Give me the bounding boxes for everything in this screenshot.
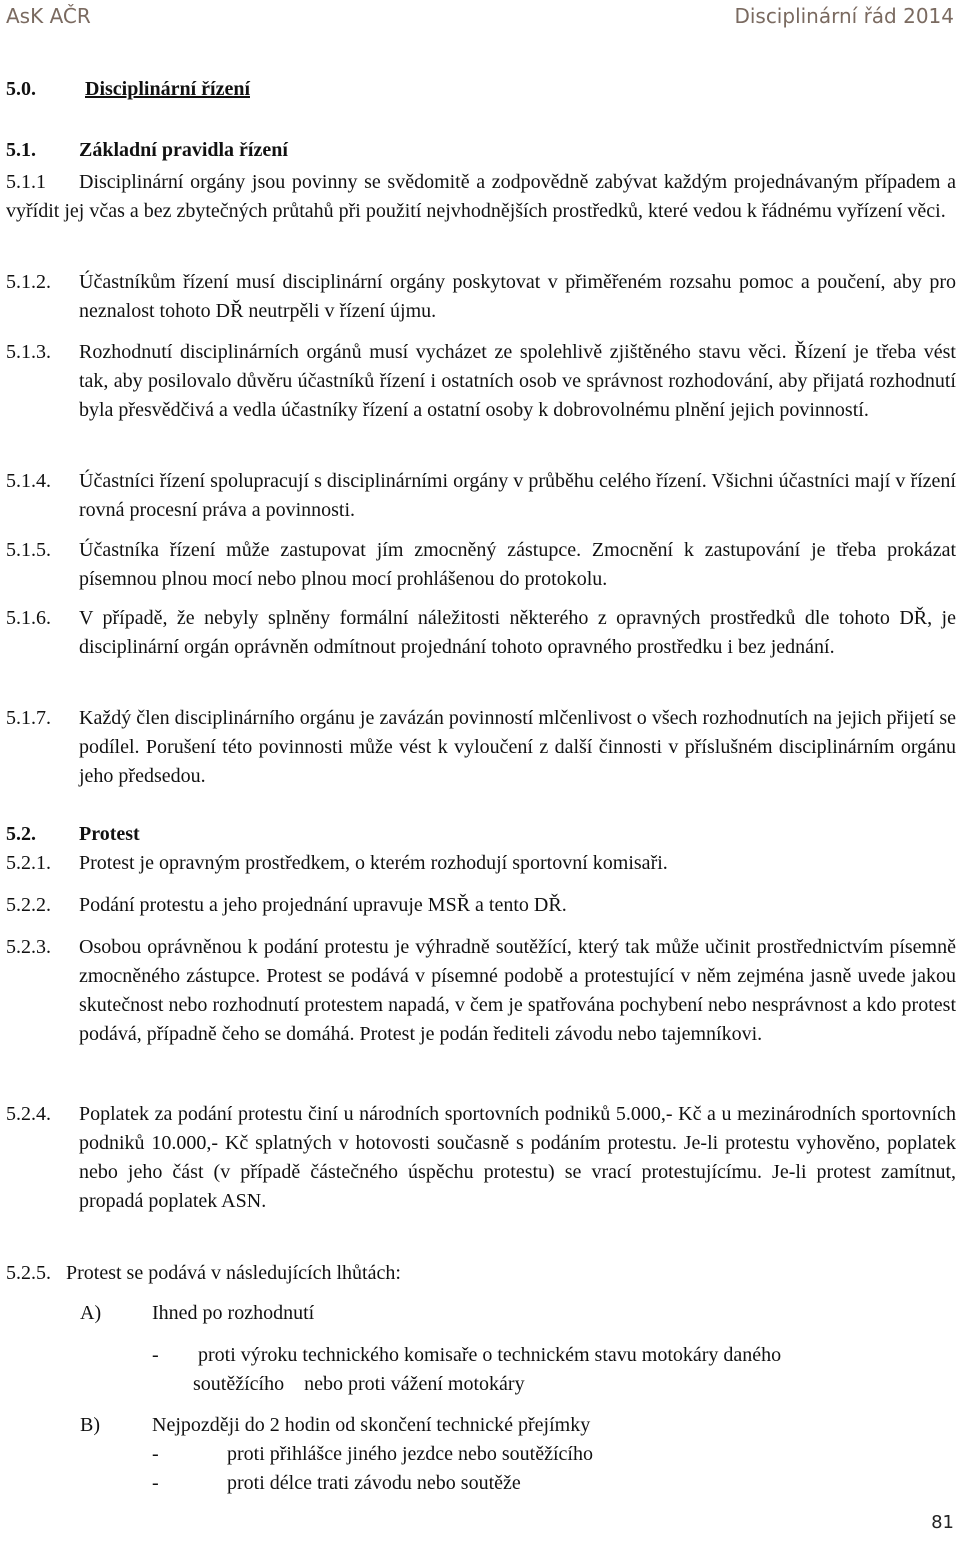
paragraph-5-2-3 [6,933,956,1083]
deadline-a-item-line1: proti výroku technického komisaře o technickém stavu motokáry daného [198,1344,782,1366]
deadline-b-item-2: proti délce trati závodu nebo soutěže [227,1472,521,1494]
subsection-number: 5.2. [6,823,36,845]
deadline-b-title: Nejpozději do 2 hodin od skončení technické přejímky [152,1414,591,1436]
deadline-a-item-line2: soutěžícího nebo proti vážení motokáry [193,1373,525,1395]
section-heading [6,75,956,105]
paragraph-text: Disciplinární orgány jsou povinny se svědomitě a zodpovědně zabývat každým projednávaným případem a vyřídit jej včas a bez zbytečných průtahů při použití nejvhodnějších prostředků, které vedou k řádnému vyřízení věci. [6,171,956,222]
paragraph-text: Protest se podává v následujících lhůtách: [66,1262,401,1284]
paragraph-5-1-1 [6,168,956,258]
deadline-b-label: B) [80,1414,100,1436]
paragraph-5-1-6 [6,604,956,694]
subsection-heading-5-2 [6,820,956,850]
page-header [0,0,960,36]
paragraph-5-1-5 [6,536,956,596]
paragraph-5-2-4 [6,1100,956,1250]
paragraph-5-2-5 [6,1259,956,1289]
paragraph-text: V případě, že nebyly splněny formální náležitosti některého z opravných prostředků dle tohoto DŘ, je disciplinární orgán oprávněn odmítnout projednání tohoto opravného prostředku i bez jednání. [79,607,956,658]
paragraph-text: Protest je opravným prostředkem, o kterém rozhodují sportovní komisaři. [79,852,668,874]
paragraph-number: 5.2.1. [6,852,51,874]
page-number: 81 [931,1512,954,1533]
paragraph-5-2-1 [6,849,956,879]
paragraph-5-1-2 [6,268,956,328]
paragraph-number: 5.1.1 [6,171,46,193]
subsection-title: Základní pravidla řízení [79,139,288,161]
paragraph-text: Účastníkům řízení musí disciplinární orgány poskytovat v přiměřeném rozsahu pomoc a poučení, aby pro neznalost tohoto DŘ neutrpěli v řízení újmu. [79,271,956,322]
paragraph-text: Rozhodnutí disciplinárních orgánů musí vycházet ze spolehlivě zjištěného stavu věci. Řízení je třeba vést tak, aby posilovalo důvěru účastníků řízení i ostatních osob ve správnost rozhodování, aby přijatá rozhodnutí byla přesvědčivá a vedla účastníky řízení a ostatní osoby k dobrovolnému plnění jejich povinností. [79,341,956,421]
paragraph-number: 5.1.7. [6,707,51,729]
paragraph-text: Každý člen disciplinárního orgánu je zavázán povinností mlčenlivost o všech rozhodnutích na jejich přijetí se podílel. Porušení této povinnosti může vést k vyloučení z další činnosti v příslušném disciplinárním orgánu jeho předsedou. [79,707,956,787]
paragraph-text: Osobou oprávněnou k podání protestu je výhradně soutěžící, který tak může učinit prostřednictvím písemně zmocněného zástupce. Protest se podává v písemné podobě a protestující v něm zejména jasně uvede jakou skutečnost nebo rozhodnutí protestem napadá, v čem je spatřována pochybení nebo nesprávnost a kdo protest podává, případně čeho se domáhá. Protest je podán řediteli závodu nebo tajemníkovi. [79,936,956,1045]
deadline-a-label: A) [80,1302,102,1324]
deadline-b-item-1: proti přihlášce jiného jezdce nebo soutěžícího [227,1443,593,1465]
paragraph-text: Podání protestu a jeho projednání upravuje MSŘ a tento DŘ. [79,894,567,916]
deadline-b-item-2-dash: - [152,1472,159,1494]
paragraph-text: Účastníci řízení spolupracují s disciplinárními orgány v průběhu celého řízení. Všichni účastníci mají v řízení rovná procesní práva a povinnosti. [79,470,956,521]
header-document-title: Disciplinární řád 2014 [734,4,954,28]
paragraph-number: 5.1.3. [6,341,51,363]
paragraph-number: 5.1.5. [6,539,51,561]
paragraph-5-1-4 [6,467,956,527]
paragraph-text: Účastníka řízení může zastupovat jím zmocněný zástupce. Zmocnění k zastupování je třeba prokázat písemnou plnou mocí nebo plnou mocí prohlášenou do protokolu. [79,539,956,590]
paragraph-number: 5.1.6. [6,607,51,629]
subsection-number: 5.1. [6,139,36,161]
section-number: 5.0. [6,78,36,100]
deadline-a-title: Ihned po rozhodnutí [152,1302,315,1324]
paragraph-5-1-3 [6,338,956,458]
paragraph-5-2-2 [6,891,956,921]
paragraph-number: 5.2.4. [6,1103,51,1125]
header-organization: AsK AČR [6,4,91,28]
paragraph-5-1-7 [6,704,956,794]
paragraph-number: 5.2.5. [6,1262,51,1284]
subsection-heading-5-1 [6,136,956,166]
subsection-title: Protest [79,823,140,845]
paragraph-number: 5.2.2. [6,894,51,916]
paragraph-number: 5.1.4. [6,470,51,492]
deadline-a-item-dash: - [152,1344,159,1366]
deadline-b-item-1-dash: - [152,1443,159,1465]
paragraph-number: 5.1.2. [6,271,51,293]
section-title: Disciplinární řízení [85,78,250,100]
paragraph-number: 5.2.3. [6,936,51,958]
paragraph-text: Poplatek za podání protestu činí u národních sportovních podniků 5.000,- Kč a u mezinárodních sportovních podniků 10.000,- Kč splatných v hotovosti současně s podáním protestu. Je-li protestu vyhověno, poplatek nebo jeho část (v případě částečného úspěchu protestu) se vrací protestujícímu. Je-li protest zamítnut, propadá poplatek ASN. [79,1103,956,1212]
